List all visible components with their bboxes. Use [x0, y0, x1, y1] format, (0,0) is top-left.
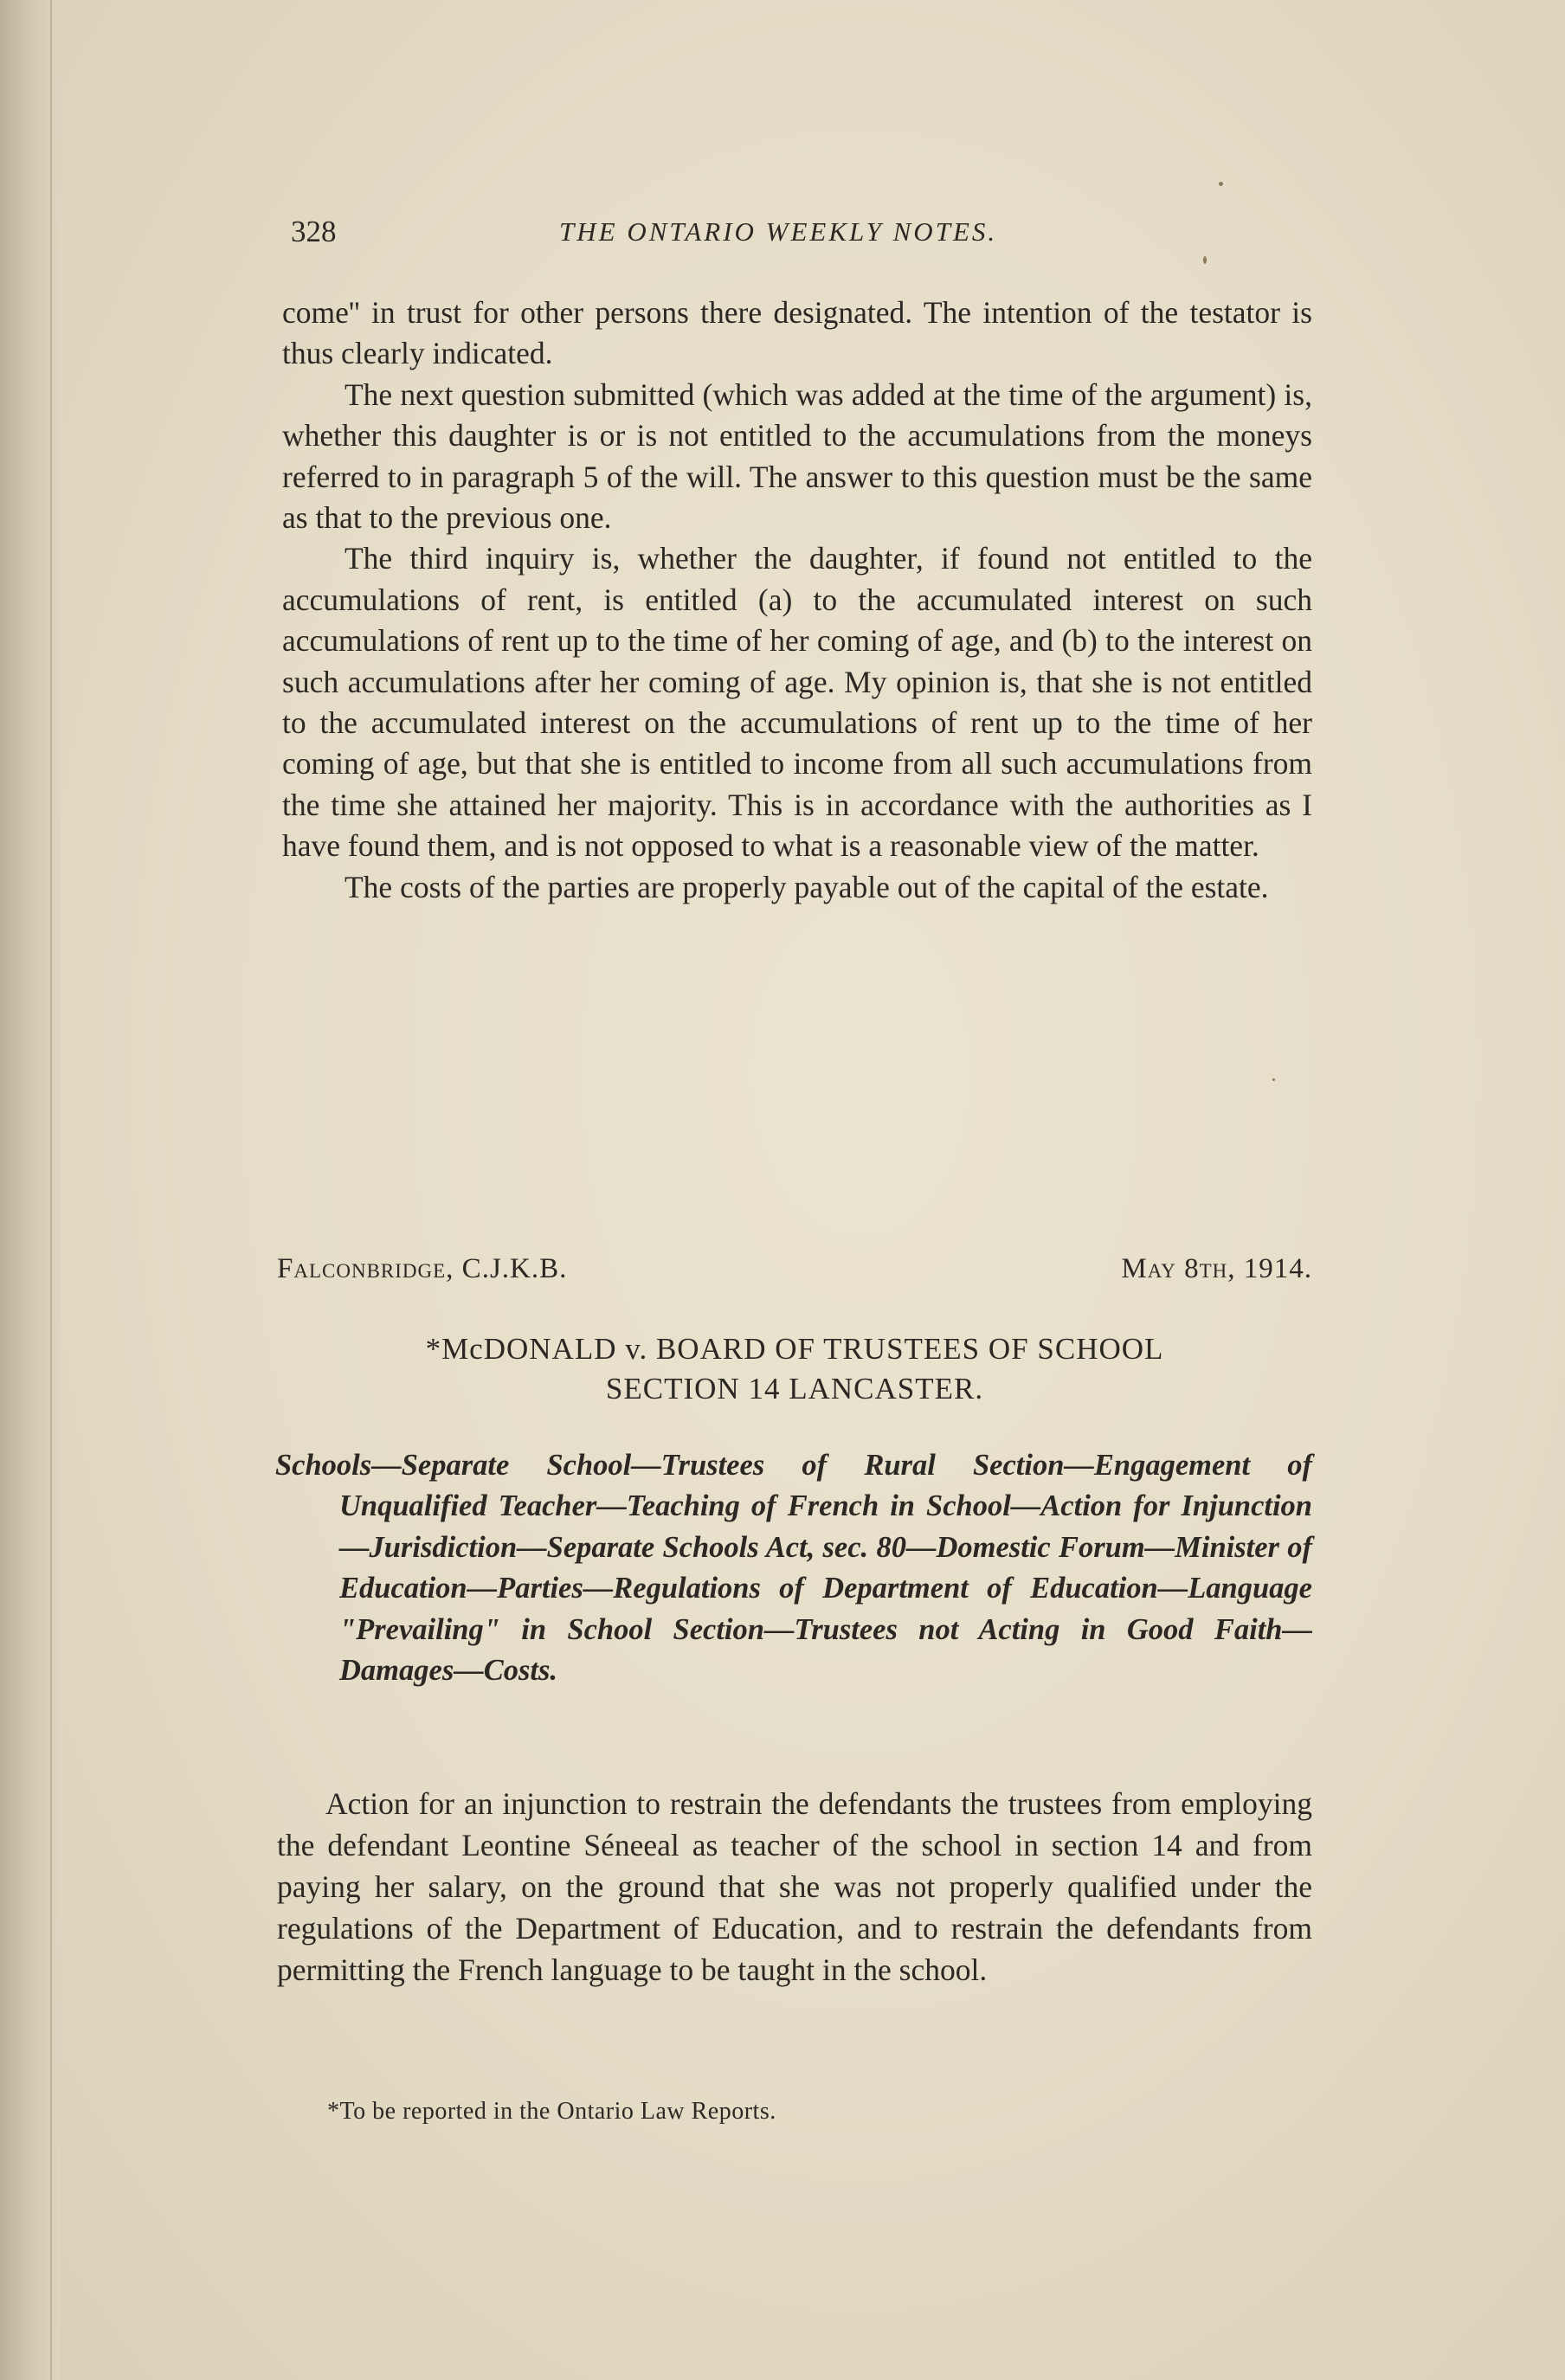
- body-text: [282, 293, 1312, 908]
- action-paragraph: Action for an injunction to restrain the defendants the trustees from employing the defendant Leontine Séneeal as teacher of the school in section 14 and from paying her salary, on the ground that she was not properly qualified under the regulations of the Department of Education, and to restrain the defendants from permitting the French language to be taught in the school.: [277, 1786, 1312, 1987]
- decision-date: May 8th, 1914.: [1121, 1253, 1312, 1284]
- action-summary: [277, 1783, 1312, 1991]
- case-title: [277, 1329, 1312, 1409]
- case-headnote: Schools—Separate School—Trustees of Rural Section—Engagement of Unqualified Teacher—Teaching of French in School—Action for Injunction—Jurisdiction—Separate Schools Act, sec. 80—Domestic Forum—Minister of Education—Parties—Regulations of Department of Education—Language "Prevailing" in School Section—Trustees not Acting in Good Faith—Damages—Costs.: [275, 1449, 1312, 1688]
- case-title-line: *McDONALD v. BOARD OF TRUSTEES OF SCHOOL: [425, 1332, 1164, 1366]
- body-paragraph: come'' in trust for other persons there designated. The intention of the testator is thus clearly indicated.: [282, 295, 1312, 371]
- page-number: 328: [291, 215, 337, 248]
- body-paragraph: The third inquiry is, whether the daughter, if found not entitled to the accumulations of rent, is entitled (a) to the accumulated interest on such accumulations of rent up to the time of her coming of age, and (b) to the interest on such accumulations after her coming of age. My opinion is, that she is not entitled to the accumulated interest on the accumulations of rent up to the time of her coming of age, but that she is entitled to income from all such accumulations from the time she attained her majority. This is in accordance with the authorities as I have found them, and is not opposed to what is a reasonable view of the matter.: [282, 541, 1312, 864]
- paper-speck: [1272, 1078, 1275, 1081]
- running-title: THE ONTARIO WEEKLY NOTES.: [559, 216, 998, 247]
- case-title-line: SECTION 14 LANCASTER.: [605, 1372, 984, 1405]
- page-binding-fold: [50, 0, 52, 2380]
- judge-line: [277, 1253, 1312, 1296]
- paper-speck: [1203, 256, 1207, 264]
- paper-speck: [1219, 182, 1223, 186]
- body-paragraph: The costs of the parties are properly payable out of the capital of the estate.: [345, 869, 1269, 904]
- judge-name: Falconbridge, C.J.K.B.: [277, 1253, 568, 1284]
- footnote: *To be reported in the Ontario Law Reports.: [327, 2098, 776, 2125]
- page-header: [291, 215, 1312, 258]
- body-paragraph: The next question submitted (which was added at the time of the argument) is, whether this daughter is or is not entitled to the accumulations from the moneys referred to in paragraph 5 of the will. The answer to this question must be the same as that to the previous one.: [282, 376, 1312, 536]
